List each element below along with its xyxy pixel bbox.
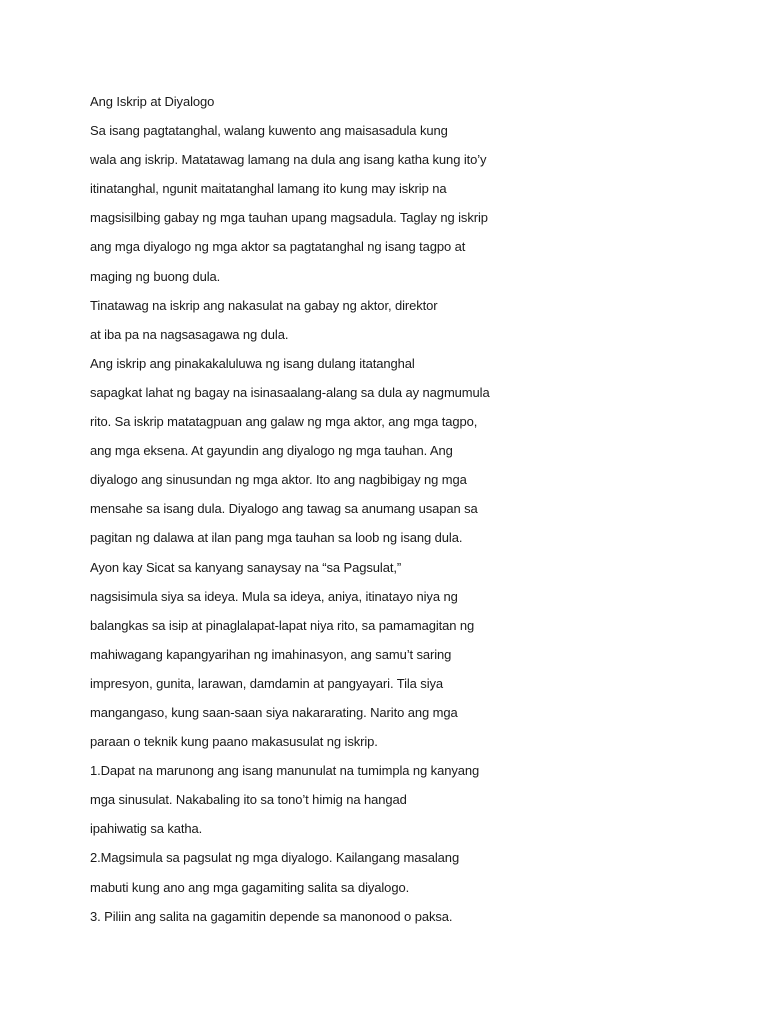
text-line: balangkas sa isip at pinaglalapat-lapat niya rito, sa pamamagitan ng <box>90 617 475 633</box>
text-line: maging ng buong dula. <box>90 268 221 284</box>
text-line: wala ang iskrip. Matatawag lamang na dula ang isang katha kung ito’y <box>90 152 487 168</box>
text-line: mensahe sa isang dula. Diyalogo ang tawag sa anumang usapan sa <box>90 501 478 517</box>
list-item-line: ipahiwatig sa katha. <box>90 821 203 837</box>
text-line: Ang iskrip ang pinakakaluluwa ng isang dulang itatanghal <box>90 355 415 371</box>
text-line: itinatanghal, ngunit maitatanghal lamang ito kung may iskrip na <box>90 181 447 197</box>
list-item-line: 3. Piliin ang salita na gagamitin depende sa manonood o paksa. <box>90 908 453 924</box>
list-item-line: 2.Magsimula sa pagsulat ng mga diyalogo. Kailangang masalang <box>90 850 460 866</box>
text-line: paraan o teknik kung paano makasusulat ng iskrip. <box>90 734 378 750</box>
list-item-line: 1.Dapat na marunong ang isang manunulat na tumimpla ng kanyang <box>90 763 480 779</box>
text-line: mahiwagang kapangyarihan ng imahinasyon, ang samu’t saring <box>90 646 452 662</box>
text-line: sapagkat lahat ng bagay na isinasaalang-alang sa dula ay nagmumula <box>90 384 490 400</box>
text-line: at iba pa na nagsasagawa ng dula. <box>90 326 289 342</box>
text-line: Sa isang pagtatanghal, walang kuwento ang maisasadula kung <box>90 123 448 139</box>
text-line: mangangaso, kung saan-saan siya nakararating. Narito ang mga <box>90 704 458 720</box>
text-line: Tinatawag na iskrip ang nakasulat na gabay ng aktor, direktor <box>90 297 438 313</box>
text-line: ang mga eksena. At gayundin ang diyalogo ng mga tauhan. Ang <box>90 443 453 459</box>
text-line: rito. Sa iskrip matatagpuan ang galaw ng mga aktor, ang mga tagpo, <box>90 414 478 430</box>
document-body <box>90 93 730 937</box>
text-line: Ayon kay Sicat sa kanyang sanaysay na “sa Pagsulat,” <box>90 559 402 575</box>
text-line: pagitan ng dalawa at ilan pang mga tauhan sa loob ng isang dula. <box>90 530 463 546</box>
list-item-line: mga sinusulat. Nakabaling ito sa tono’t himig na hangad <box>90 792 407 808</box>
text-line: ang mga diyalogo ng mga aktor sa pagtatanghal ng isang tagpo at <box>90 239 466 255</box>
list-item-line: mabuti kung ano ang mga gagamiting salita sa diyalogo. <box>90 879 410 895</box>
document-title: Ang Iskrip at Diyalogo <box>90 94 215 109</box>
text-line: nagsisimula siya sa ideya. Mula sa ideya, aniya, itinatayo niya ng <box>90 588 458 604</box>
text-line: diyalogo ang sinusundan ng mga aktor. Ito ang nagbibigay ng mga <box>90 472 467 488</box>
text-line: magsisilbing gabay ng mga tauhan upang magsadula. Taglay ng iskrip <box>90 210 488 226</box>
text-line: impresyon, gunita, larawan, damdamin at pangyayari. Tila siya <box>90 675 444 691</box>
